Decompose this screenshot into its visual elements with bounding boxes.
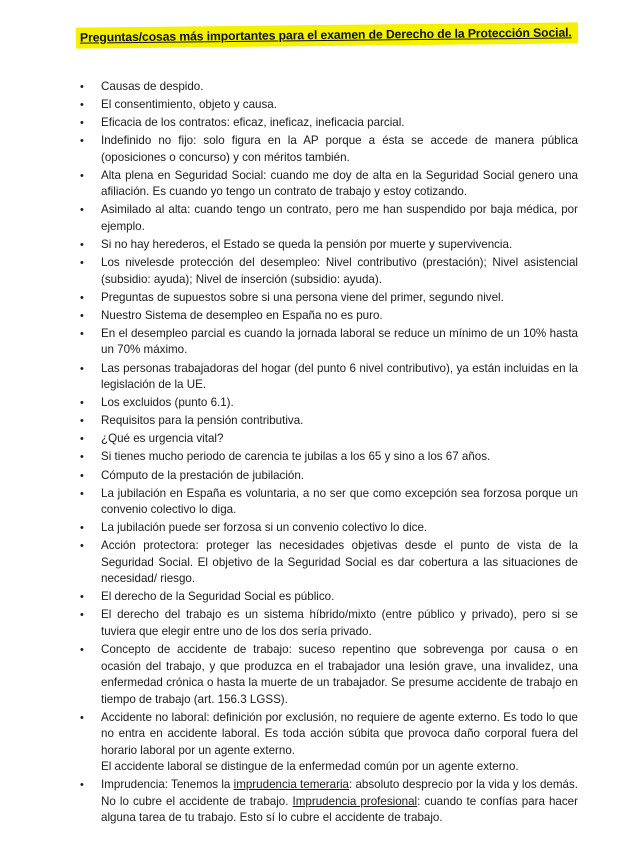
- list-item: [78, 202, 578, 235]
- bullet-icon: •: [80, 609, 84, 622]
- list-item: [78, 413, 578, 430]
- list-item: [78, 395, 578, 412]
- list-item: [78, 133, 578, 166]
- list-item: [78, 290, 578, 307]
- list-item: [78, 361, 578, 394]
- list-item-text: Cómputo de la prestación de jubilación.: [101, 468, 305, 482]
- list-item: [78, 607, 578, 640]
- list-item-text: Los nivelesde protección del desempleo: Nivel contributivo (prestación); Nivel asistencial (subsidio: ayuda); Nivel de inserción (subsidio: ayuda).: [101, 256, 578, 286]
- list-item: [78, 237, 578, 254]
- bullet-icon: •: [80, 291, 84, 304]
- list-item: [78, 468, 578, 485]
- list-item: [78, 589, 578, 606]
- bullet-icon: •: [80, 239, 84, 252]
- list-item: [78, 168, 578, 201]
- list-item-text: : absoluto desprecio por la vida y los demás. No lo cubre el accidente de trabajo.: [101, 778, 578, 808]
- list-item: [78, 97, 578, 114]
- list-item-text: Accidente no laboral: definición por exclusión, no requiere de agente externo. Es todo lo que no entra en accidente laboral. Es toda acción súbita que provoca daño corporal fuera del horario laboral por un agente externo.: [101, 710, 578, 757]
- list-item: [78, 642, 578, 708]
- list-item: [78, 449, 578, 466]
- list-item-text: El derecho del trabajo es un sistema híbrido/mixto (entre público y privado), pero si se tuviera que elegir entre uno de los dos sería privado.: [101, 608, 578, 638]
- bullet-icon: •: [80, 169, 84, 182]
- list-item-text: ¿Qué es urgencia vital?: [101, 432, 224, 446]
- list-item-text: Si no hay herederos, el Estado se queda la pensión por muerte y supervivencia.: [101, 238, 513, 252]
- bullet-icon: •: [80, 779, 84, 792]
- list-item-text: Concepto de accidente de trabajo: suceso repentino que sobrevenga por causa o en ocasión del trabajo, y que produzca en el trabajador una lesión grave, una invalidez, una enfermedad crónica o hasta la muerte de un trabajador. Se presume accidente de trabajo en tiempo de trabajo (art. 156.3 LGSS).: [101, 643, 578, 706]
- list-item-text: Las personas trabajadoras del hogar (del punto 6 nivel contributivo), ya están incluidas en la legislación de la UE.: [101, 361, 578, 392]
- list-item: [78, 538, 578, 588]
- bullet-icon: •: [80, 522, 84, 535]
- list-item: [78, 115, 578, 132]
- list-item-text: La jubilación puede ser forzosa si un convenio colectivo lo dice.: [101, 521, 428, 535]
- list-item-text: El consentimiento, objeto y causa.: [101, 98, 277, 112]
- bullet-icon: •: [80, 644, 84, 657]
- list-item-text: Acción protectora: proteger las necesidades objetivas desde el punto de vista de la Seguridad Social. El objetivo de la Seguridad Social es dar cobertura a las situaciones de necesidad/ riesgo.: [101, 539, 578, 586]
- list-item-note: El accidente laboral se distingue de la enfermedad común por un agente externo.: [101, 760, 519, 774]
- list-item: [78, 308, 578, 325]
- bullet-icon: •: [80, 469, 84, 482]
- page-title: Preguntas/cosas más importantes para el examen de Derecho de la Protección Social.: [79, 25, 572, 45]
- list-item: [78, 255, 578, 288]
- list-item-text: La jubilación en España es voluntaria, a no ser que como excepción sea forzosa porque un convenio colectivo lo diga.: [101, 486, 578, 517]
- underlined-term: imprudencia temeraria: [233, 778, 349, 792]
- list-item: [78, 326, 578, 359]
- bullet-icon: •: [80, 487, 84, 500]
- list-item-text: Los excluidos (punto 6.1).: [101, 396, 234, 410]
- title-highlight: [76, 22, 578, 48]
- bullet-icon: •: [80, 540, 84, 553]
- list-item-text: Requisitos para la pensión contributiva.: [101, 414, 304, 428]
- bullet-icon: •: [80, 451, 84, 464]
- bullet-list: [78, 79, 578, 828]
- list-item-text: Si tienes mucho periodo de carencia te jubilas a los 65 y sino a los 67 años.: [101, 450, 491, 464]
- bullet-icon: •: [80, 327, 84, 340]
- bullet-icon: •: [80, 415, 84, 428]
- bullet-icon: •: [80, 81, 84, 93]
- list-item-text: : cuando te confías para hacer alguna tarea de tu trabajo. Esto sí lo cubre el accidente de trabajo.: [101, 794, 578, 825]
- bullet-icon: •: [80, 117, 84, 130]
- list-item: [78, 486, 578, 519]
- underlined-term: Imprudencia profesional: [292, 794, 418, 808]
- list-item: [78, 520, 578, 537]
- list-item: [78, 431, 578, 448]
- list-item: [78, 710, 578, 776]
- bullet-icon: •: [80, 204, 84, 217]
- list-item: [78, 777, 578, 827]
- bullet-icon: •: [80, 257, 84, 270]
- list-item-text: Imprudencia: Tenemos la: [101, 778, 234, 792]
- bullet-icon: •: [80, 711, 84, 724]
- list-item-text: Asimilado al alta: cuando tengo un contrato, pero me han suspendido por baja médica, por ejemplo.: [101, 203, 578, 233]
- bullet-icon: •: [80, 309, 84, 322]
- bullet-icon: •: [80, 135, 84, 148]
- list-item-text: Nuestro Sistema de desempleo en España no es puro.: [101, 308, 383, 322]
- list-item: [78, 79, 578, 96]
- list-item-text: En el desempleo parcial es cuando la jornada laboral se reduce un mínimo de un 10% hasta un 70% máximo.: [101, 326, 578, 357]
- list-item-text: Causas de despido.: [101, 80, 204, 93]
- bullet-icon: •: [80, 397, 84, 410]
- bullet-icon: •: [80, 362, 84, 375]
- bullet-icon: •: [80, 99, 84, 112]
- bullet-icon: •: [80, 591, 84, 604]
- list-item-text: Preguntas de supuestos sobre si una persona viene del primer, segundo nivel.: [101, 290, 504, 304]
- list-item-text: Eficacia de los contratos: eficaz, ineficaz, ineficacia parcial.: [101, 116, 405, 130]
- list-item-text: Indefinido no fijo: solo figura en la AP porque a ésta se accede de manera pública (oposiciones o concurso) y con méritos también.: [101, 134, 578, 164]
- bullet-icon: •: [80, 433, 84, 446]
- list-item-text: Alta plena en Seguridad Social: cuando me doy de alta en la Seguridad Social genero una afiliación. Es cuando yo tengo un contrato de trabajo y estoy cotizando.: [101, 168, 578, 199]
- list-item-text: El derecho de la Seguridad Social es público.: [101, 590, 335, 604]
